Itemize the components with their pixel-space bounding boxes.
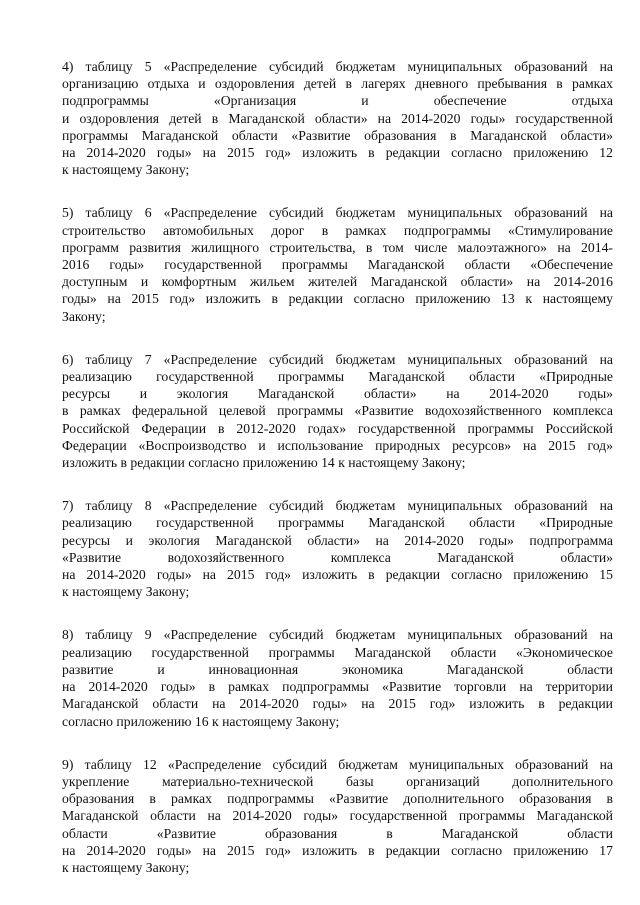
text-line: согласно приложению 16 к настоящему Закону; [62, 713, 340, 729]
text-line: ресурсы и экология Магаданской области» на 2014-2020 годы» [62, 386, 613, 402]
text-line: реализацию государственной программы Магаданской области «Природные [62, 515, 613, 531]
text-line: области «Развитие образования в Магаданской области [62, 825, 613, 841]
text-line: «Развитие водохозяйственного комплекса Магаданской области» [62, 549, 613, 565]
text-line: годы» на 2015 год» изложить в редакции согласно приложению 13 к настоящему [62, 291, 613, 307]
text-line: на 2014-2020 годы» на 2015 год» изложить в редакции согласно приложению 15 [62, 567, 613, 583]
paragraph-item-9 [62, 756, 613, 876]
text-line: 2016 годы» государственной программы Магаданской области «Обеспечение [62, 257, 613, 273]
text-line: 5) таблицу 6 «Распределение субсидий бюджетам муниципальных образований на [62, 205, 613, 221]
text-line: ресурсы и экология Магаданской области» на 2014-2020 годы» подпрограмма [62, 532, 613, 548]
paragraph-item-6 [62, 351, 613, 471]
text-line: доступным и комфортным жильем жителей Магаданской области» на 2014-2016 [62, 274, 613, 290]
text-line: образования в рамках подпрограммы «Развитие дополнительного образования в [62, 791, 613, 807]
document-body [62, 58, 613, 902]
text-line: 6) таблицу 7 «Распределение субсидий бюджетам муниципальных образований на [62, 351, 613, 367]
text-line: к настоящему Закону; [62, 859, 190, 875]
text-line: Закону; [62, 308, 106, 324]
text-line: реализацию государственной программы Магаданской области «Экономическое [62, 644, 613, 660]
text-line: в рамках федеральной целевой программы «Развитие водохозяйственного комплекса [62, 403, 613, 419]
text-line: организацию отдыха и оздоровления детей в лагерях дневного пребывания в рамках [62, 76, 613, 92]
text-line: Магаданской области на 2014-2020 годы» государственной программы Магаданской [62, 808, 613, 824]
text-line: 8) таблицу 9 «Распределение субсидий бюджетам муниципальных образований на [62, 627, 613, 643]
text-line: изложить в редакции согласно приложению 14 к настоящему Закону; [62, 455, 466, 471]
text-line: к настоящему Закону; [62, 584, 190, 600]
text-line: подпрограммы «Организация и обеспечение отдыха [62, 93, 613, 109]
text-line: на 2014-2020 годы» на 2015 год» изложить в редакции согласно приложению 12 [62, 145, 613, 161]
text-line: строительство автомобильных дорог в рамках подпрограммы «Стимулирование [62, 222, 613, 238]
text-line: программ развития жилищного строительства, в том числе малоэтажного» на 2014- [62, 239, 613, 255]
text-line: к настоящему Закону; [62, 162, 190, 178]
text-line: Магаданской области на 2014-2020 годы» на 2015 год» изложить в редакции [62, 696, 613, 712]
paragraph-item-8 [62, 626, 613, 729]
text-line: 4) таблицу 5 «Распределение субсидий бюджетам муниципальных образований на [62, 59, 613, 74]
paragraph-item-5 [62, 204, 613, 324]
text-line: программы Магаданской области «Развитие образования в Магаданской области» [62, 127, 613, 143]
paragraph-item-7 [62, 497, 613, 600]
text-line: 7) таблицу 8 «Распределение субсидий бюджетам муниципальных образований на [62, 498, 613, 514]
text-line: Федерации «Воспроизводство и использование природных ресурсов» на 2015 год» [62, 437, 613, 453]
text-line: Российской Федерации в 2012-2020 годах» государственной программы Российской [62, 420, 613, 436]
text-line: укрепление материально-технической базы организаций дополнительного [62, 773, 613, 789]
text-line: и оздоровления детей в Магаданской области» на 2014-2020 годы» государственной [62, 110, 613, 126]
text-line: на 2014-2020 годы» в рамках подпрограммы «Развитие торговли на территории [62, 679, 613, 695]
paragraph-item-4 [62, 58, 613, 178]
text-line: развитие и инновационная экономика Магаданской области [62, 661, 613, 677]
text-line: на 2014-2020 годы» на 2015 год» изложить в редакции согласно приложению 17 [62, 842, 613, 858]
text-line: 9) таблицу 12 «Распределение субсидий бюджетам муниципальных образований на [62, 756, 613, 772]
text-line: реализацию государственной программы Магаданской области «Природные [62, 369, 613, 385]
